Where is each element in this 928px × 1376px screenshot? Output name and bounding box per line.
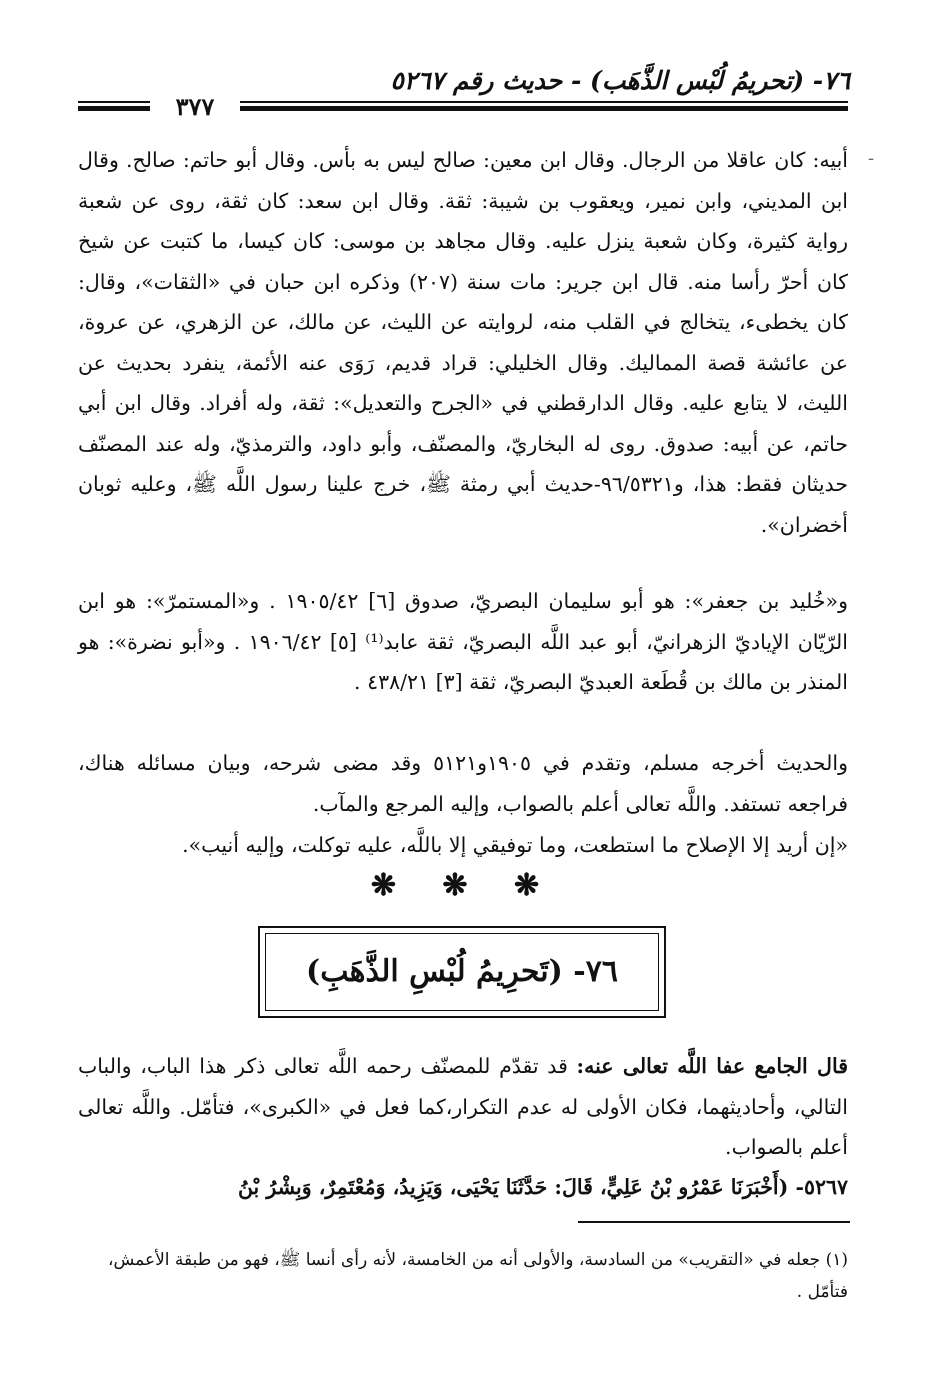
- paragraph-intro: [78, 1046, 848, 1168]
- intro-lead: قال الجامع عفا اللَّه تعالى عنه:: [576, 1054, 848, 1078]
- paragraph-takhrij: [78, 743, 848, 824]
- chapter-title: ٧٦- (تَحرِيمُ لُبْسِ الذَّهَبِ): [306, 954, 618, 989]
- hadith-chain: [78, 1167, 848, 1208]
- hadith-text: ٥٢٦٧- (أَخْبَرَنَا عَمْرُو بْنُ عَلِيٍّ، قَالَ: حَدَّثَنَا يَحْيَى، وَيَزِيدُ، وَمُعْتَمِرٌ، وَبِشْرُ بْنُ: [237, 1175, 848, 1199]
- paragraph-text: والحديث أخرجه مسلم، وتقدم في ١٩٠٥و٥١٢١ وقد مضى شرحه، وبيان مسائله هناك، فراجعه تستفد. واللَّه تعالى أعلم بالصواب، وإليه المرجع والمآب.: [78, 751, 848, 816]
- footnote-rule: [578, 1221, 850, 1223]
- intro-text: [78, 1046, 848, 1168]
- paragraph-text: أبيه: كان عاقلا من الرجال. وقال ابن معين: صالح ليس به بأس. وقال أبو حاتم: صالح. وقال ابن المديني، وابن نمير، ويعقوب بن شيبة: ثقة. وقال ابن سعد: كان ثقة، روى عن شعبة رواية كثيرة، وكان شعبة ينزل عليه. وقال مجاهد بن موسى: كان كيسا، ما كتبت عن شيخ كان أحرّ رأسا منه. قال ابن جرير: مات سنة (٢٠٧) وذكره ابن حبان في «الثقات»، وقال: كان يخطىء، يتخالج في القلب منه، لروايته عن الليث، عن مالك، عن الزهري، عن عروة، عن عائشة قصة المماليك. وقال الخليلي: قراد قديم، رَوَى عنه الأئمة، ينفرد بحديث عن الليث، لا يتابع عليه. وقال الدارقطني في «الجرح والتعديل»: ثقة، وله أفراد. وقال ابن أبي حاتم، عن أبيه: صدوق. روى له البخاريّ، والمصنّف، وأبو داود، والترمذيّ، وله عند المصنّف حديثان فقط: هذا، و٩٦/٥٣٢١-حديث أبي رمثة ﷺ، خرج علينا رسول اللَّه ﷺ، وعليه ثوبان أخضران».: [78, 148, 849, 537]
- paragraph-closing-quote: [78, 825, 848, 866]
- paragraph-narrator-notes: [78, 140, 848, 545]
- paragraph-text: و«خُليد بن جعفر»: هو أبو سليمان البصريّ، صدوق [٦] ١٩٠٥/٤٢ . و«المستمرّ»: هو ابن الرّيّان الإياديّ الزهرانيّ، أبو عبد اللَّه البصريّ، ثقة عابد⁽¹⁾ [٥] ١٩٠٦/٤٢ . و«أبو نضرة»: هو المنذر بن مالك بن قُطَعة العبديّ البصريّ، ثقة [٣] ٤٣٨/٢١ .: [78, 589, 848, 694]
- running-title: ٧٦- (تحريمُ لُبْس الذَّهَب) - حديث رقم ٥٢٦٧: [390, 66, 850, 95]
- footnote: (١) جعله في «التقريب» من السادسة، والأولى أنه من الخامسة، لأنه رأى أنسا ﷺ، فهو من طبقة الأعمش، فتأمّل .: [107, 1250, 848, 1302]
- section-separator: ❋ ❋ ❋: [370, 868, 558, 903]
- paragraph-text: «إن أريد إلا الإصلاح ما استطعت، وما توفيقي إلا باللَّه، عليه توكلت، وإليه أنيب».: [182, 833, 848, 857]
- chapter-heading-box: [258, 926, 666, 1018]
- margin-mark: -: [868, 148, 875, 169]
- intro-body: قد تقدّم للمصنّف رحمه اللَّه تعالى ذكر هذا الباب، والباب التالي، وأحاديثهما، فكان الأولى له عدم التكرار،كما فعل في «الكبرى»، فتأمّل. واللَّه تعالى أعلم بالصواب.: [78, 1054, 848, 1159]
- page-number: ٣٧٧: [150, 93, 240, 121]
- paragraph-narrators: [78, 581, 848, 703]
